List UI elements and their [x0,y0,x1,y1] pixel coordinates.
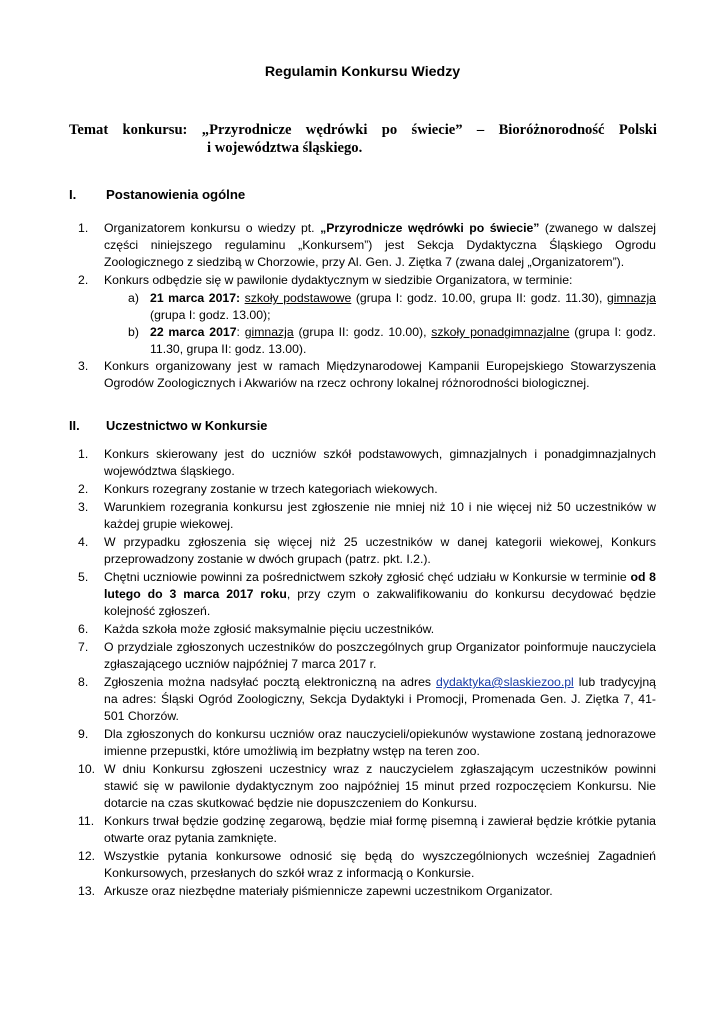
list-item [78,358,656,392]
item-text: Warunkiem rozegrania konkursu jest zgłoszenie nie mniej niż 10 i nie więcej niż 50 uczestników w każdej grupie wiekowej. [104,500,656,531]
topic-rest-1: Bioróżnorodność Polski [498,122,657,138]
topic-label: Temat konkursu: [69,122,188,138]
item-text: Zgłoszenia można nadsyłać pocztą elektroniczną na adres [104,675,437,689]
list-item [78,848,656,882]
item-number: 1. [78,221,89,235]
item-number: 3. [78,500,89,514]
section-1-list [78,220,656,393]
item-text: Konkurs trwał będzie godzinę zegarową, będzie miał formę pisemną i zawierał będzie krótkie pytania otwarte oraz pytania zamknięte. [104,814,656,845]
item-text: Arkusze oraz niezbędne materiały piśmiennicze zapewni uczestnikom Organizator. [104,884,553,898]
list-item [78,639,656,673]
list-item [78,481,656,498]
section-2-list [78,446,656,901]
item-number: 1. [78,447,89,461]
document-title: Regulamin Konkursu Wiedzy [264,64,461,80]
item-number: 8. [78,675,89,689]
item-text: Wszystkie pytania konkursowe odnosić się będą do wyszczególnionych wcześniej Zagadnień Konkursowych, przesłanych do szkół wraz z informacją o Konkursie. [104,849,656,880]
topic-dash: – [476,122,485,138]
item-text: Konkurs rozegrany zostanie w trzech kategoriach wiekowych. [104,482,438,496]
section-1-heading [69,187,245,202]
list-item [78,621,656,638]
item-number: 2. [78,273,89,287]
sub-item-letter: b) [128,325,139,339]
item-text: Chętni uczniowie powinni za pośrednictwem szkoły zgłosić chęć udziału w Konkursie w terminie [104,570,631,584]
item-text: Konkurs organizowany jest w ramach Międzynarodowej Kampanii Europejskiego Stowarzyszenia Ogrodów Zoologicznych i Akwariów na rzecz ochrony lokalnej różnorodności biologicznej. [104,359,656,390]
item-number: 4. [78,535,89,549]
date-bold: 21 marca 2017: [150,291,241,305]
school-type-underlined: gimnazja [606,291,656,305]
contest-name-bold: „Przyrodnicze wędrówki po świecie” [320,221,540,235]
list-item [78,674,656,725]
list-item [78,813,656,847]
list-item [78,220,656,271]
school-type-underlined: szkoły ponadgimnazjalne [431,325,570,339]
item-text: (zwanego w dalszej części niniejszego regulaminu „Konkursem”) jest Sekcja Dydaktyczna Śląskiego Ogrodu Zoologicznego z siedzibą w Chorzowie, przy Al. Gen. J. Ziętka 7 (zwana dalej „Organizatorem”). [104,221,657,269]
topic-line-1 [69,121,657,139]
email-link[interactable]: dydaktyka@slaskiezoo.pl [436,675,574,689]
item-number: 6. [78,622,89,636]
school-type-underlined: szkoły podstawowe [244,291,352,305]
item-text: Konkurs skierowany jest do uczniów szkół podstawowych, gimnazjalnych i ponadgimnazjalnych województwa śląskiego. [104,447,656,478]
topic-name: „Przyrodnicze wędrówki po świecie” [201,122,463,138]
section-2-number: II. [69,418,80,433]
item-text: O przydziale zgłoszonych uczestników do poszczególnych grup Organizator poinformuje nauczyciela zgłaszającego uczniów najpóźniej 7 marca 2017 r. [104,640,656,671]
item-number: 10. [78,762,96,776]
list-item [78,272,656,289]
section-2-title: Uczestnictwo w Konkursie [106,418,268,433]
list-item [78,446,656,480]
list-item [78,499,656,533]
item-text: , przy czym o zakwalifikowaniu do konkursu decydować będzie kolejność zgłoszeń. [104,587,656,618]
item-number: 11. [78,814,95,828]
item-text: Każda szkoła może zgłosić maksymalnie pięciu uczestników. [104,622,435,636]
item-text: Konkurs odbędzie się w pawilonie dydaktycznym w siedzibie Organizatora, w terminie: [104,273,573,287]
item-text: lub tradycyjną na adres: Śląski Ogród Zoologiczny, Sekcja Dydaktyki i Promocji, Promenada Gen. J. Ziętka 7, 41-501 Chorzów. [104,675,656,723]
item-text: (grupa I: godz. 11.30, grupa II: godz. 13.00). [150,325,656,356]
item-text: (grupa I: godz. 13.00); [150,308,271,322]
item-text: (grupa I: godz. 10.00, grupa II: godz. 11.30), [351,291,607,305]
sub-item [78,324,656,358]
contest-topic [69,121,657,157]
item-text: Organizatorem konkursu o wiedzy pt. [104,221,321,235]
deadline-bold: od 8 lutego do 3 marca 2017 roku [104,570,656,601]
list-item [78,534,656,568]
section-2-heading [69,418,267,433]
item-text: Dla zgłoszonych do konkursu uczniów oraz nauczycieli/opiekunów wystawione zostaną jednorazowe imienne przepustki, które umożliwią im bezpłatny wstęp na teren zoo. [104,727,656,758]
item-text: : [236,325,245,339]
list-item [78,726,656,760]
sub-item [78,290,656,324]
item-number: 2. [78,482,89,496]
school-type-underlined: gimnazja [244,325,294,339]
item-number: 7. [78,640,89,654]
item-text: W dniu Konkursu zgłoszeni uczestnicy wraz z nauczycielem zgłaszającym uczestników powinni stawić się w pawilonie dydaktycznym zoo najpóźniej 15 minut przed rozpoczęciem Konkursu. Nie dotarcie na czas skutkować będzie nie dopuszczeniem do Konkursu. [104,762,656,810]
sub-item-letter: a) [128,291,139,305]
section-1-title: Postanowienia ogólne [106,187,246,202]
list-item [78,569,656,620]
section-1-number: I. [69,187,77,202]
topic-line-2: i województwa śląskiego. [207,140,363,156]
item-number: 3. [78,359,89,373]
item-number: 12. [78,849,96,863]
item-number: 9. [78,727,89,741]
item-number: 5. [78,570,89,584]
item-number: 13. [78,884,96,898]
list-item [78,883,656,900]
item-text: W przypadku zgłoszenia się więcej niż 25 uczestników w danej kategorii wiekowej, Konkurs przeprowadzony zostanie w dwóch grupach (patrz. pkt. I.2.). [104,535,656,566]
date-bold: 22 marca 2017 [150,325,237,339]
item-text: (grupa II: godz. 10.00), [293,325,432,339]
list-item [78,761,656,812]
